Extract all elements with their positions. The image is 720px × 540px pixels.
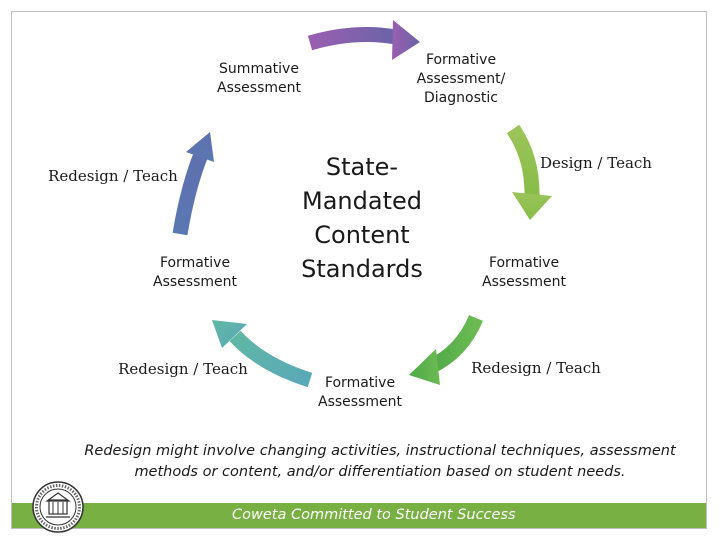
- node-formative-assessment-right: Formative Assessment: [482, 255, 566, 290]
- node-redesign-teach-lower-left: Redesign / Teach: [118, 360, 248, 378]
- arrow-redesign-to-summative: [180, 132, 214, 234]
- node-design-teach: Design / Teach: [540, 154, 652, 172]
- footer-bar: [12, 503, 706, 528]
- arrow-diagnostic-to-design: [512, 129, 552, 220]
- node-formative-diagnostic: Formative Assessment/ Diagnostic: [416, 52, 506, 106]
- node-formative-assessment-left: Formative Assessment: [153, 255, 237, 290]
- county-seal-icon: [31, 480, 85, 534]
- node-formative-assessment-bottom: Formative Assessment: [318, 375, 402, 410]
- center-standards: State- Mandated Content Standards: [301, 153, 423, 283]
- footer-text: Coweta Committed to Student Success: [232, 507, 516, 523]
- node-redesign-teach-upper-left: Redesign / Teach: [48, 167, 178, 185]
- node-redesign-teach-right: Redesign / Teach: [471, 359, 601, 377]
- redesign-caption: Redesign might involve changing activities, instructional techniques, assessment methods or content, and/or differentiation based on student needs.: [84, 443, 676, 480]
- arrow-redesign-to-formative: [409, 318, 476, 385]
- node-summative-assessment: Summative Assessment: [217, 61, 301, 96]
